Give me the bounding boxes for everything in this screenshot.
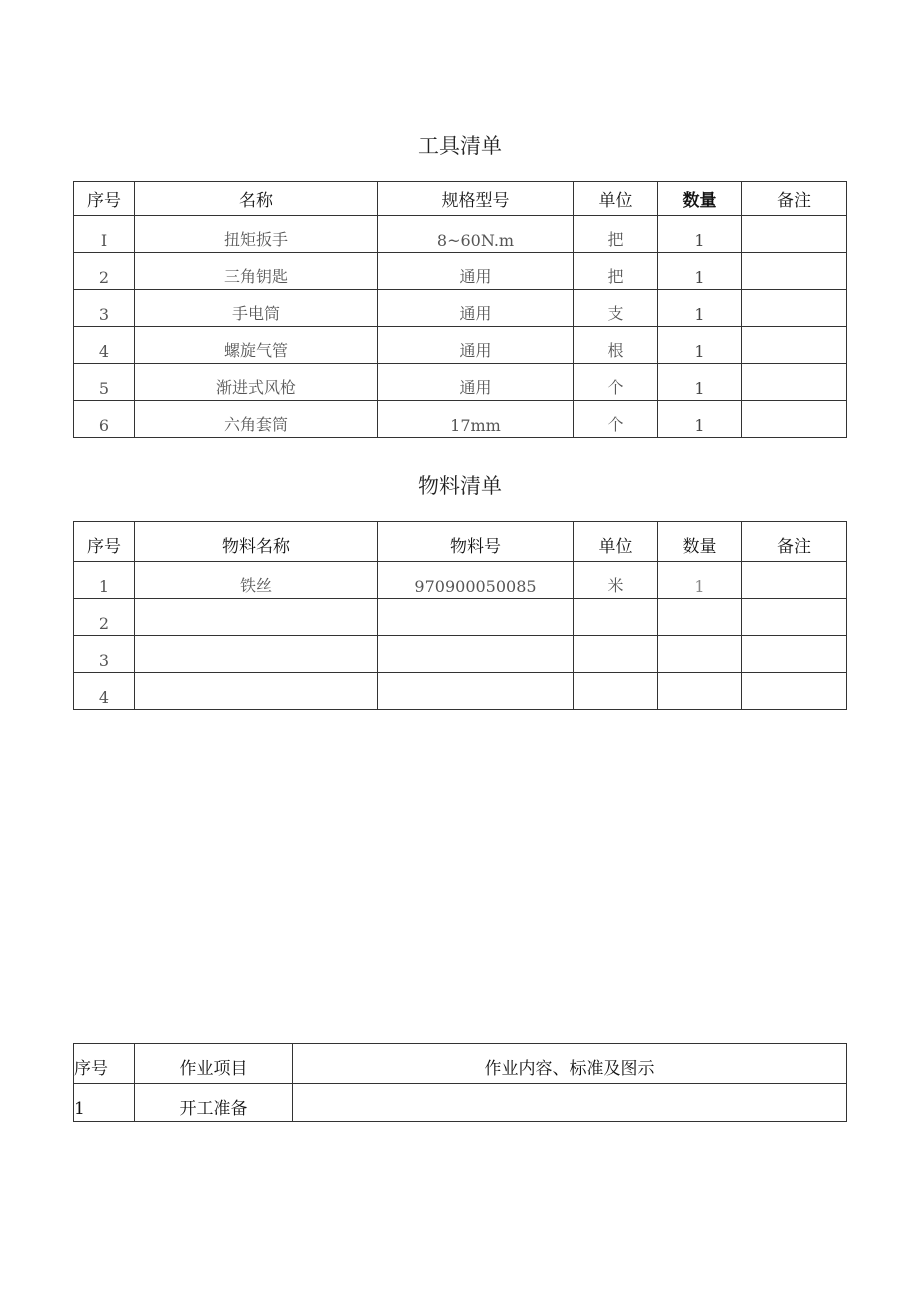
tool-spec: 17mm — [378, 401, 574, 438]
material-code — [378, 636, 574, 673]
tool-note — [742, 327, 847, 364]
tools-header-no: 序号 — [74, 182, 135, 216]
tool-qty: 1 — [658, 364, 742, 401]
table-row — [74, 364, 847, 401]
table-row — [74, 673, 847, 710]
material-name — [135, 599, 378, 636]
tool-unit: 把 — [574, 253, 658, 290]
material-unit — [574, 636, 658, 673]
work-header-item: 作业项目 — [135, 1044, 293, 1084]
tool-name: 三角钥匙 — [135, 253, 378, 290]
material-name — [135, 636, 378, 673]
work-header-row — [74, 1044, 847, 1084]
tool-note — [742, 253, 847, 290]
materials-header-unit: 单位 — [574, 522, 658, 562]
tools-header-note: 备注 — [742, 182, 847, 216]
tools-header-name: 名称 — [135, 182, 378, 216]
materials-header-note: 备注 — [742, 522, 847, 562]
material-unit — [574, 673, 658, 710]
material-name: 铁丝 — [135, 562, 378, 599]
material-no: 4 — [74, 673, 135, 710]
material-note — [742, 673, 847, 710]
material-no: 1 — [74, 562, 135, 599]
tool-note — [742, 216, 847, 253]
tool-name: 扭矩扳手 — [135, 216, 378, 253]
tools-title: 工具清单 — [418, 134, 502, 158]
tool-qty: 1 — [658, 216, 742, 253]
work-header-no: 序号 — [74, 1044, 135, 1084]
table-row — [74, 401, 847, 438]
material-qty — [658, 636, 742, 673]
tool-note — [742, 290, 847, 327]
material-no: 2 — [74, 599, 135, 636]
tools-header-spec: 规格型号 — [378, 182, 574, 216]
tool-spec: 8~60N.m — [378, 216, 574, 253]
materials-title: 物料清单 — [418, 474, 502, 498]
material-qty — [658, 673, 742, 710]
material-note — [742, 599, 847, 636]
work-header-content: 作业内容、标准及图示 — [293, 1044, 847, 1084]
material-no: 3 — [74, 636, 135, 673]
table-row — [74, 1084, 847, 1122]
tools-header-qty: 数量 — [658, 182, 742, 216]
tool-no: 4 — [74, 327, 135, 364]
tools-header-unit: 单位 — [574, 182, 658, 216]
tool-no: 2 — [74, 253, 135, 290]
tool-qty: 1 — [658, 327, 742, 364]
material-qty: 1 — [658, 562, 742, 599]
work-no: 1 — [74, 1084, 135, 1122]
material-unit: 米 — [574, 562, 658, 599]
work-content — [293, 1084, 847, 1122]
table-row — [74, 599, 847, 636]
tool-unit: 把 — [574, 216, 658, 253]
tool-name: 六角套筒 — [135, 401, 378, 438]
materials-header-no: 序号 — [74, 522, 135, 562]
material-code — [378, 599, 574, 636]
tool-unit: 个 — [574, 364, 658, 401]
tool-spec: 通用 — [378, 253, 574, 290]
tool-no: 3 — [74, 290, 135, 327]
tool-qty: 1 — [658, 401, 742, 438]
table-row — [74, 636, 847, 673]
tool-spec: 通用 — [378, 290, 574, 327]
table-row — [74, 290, 847, 327]
tool-spec: 通用 — [378, 364, 574, 401]
tool-qty: 1 — [658, 290, 742, 327]
tool-no: 6 — [74, 401, 135, 438]
table-row — [74, 253, 847, 290]
materials-header-name: 物料名称 — [135, 522, 378, 562]
materials-header-qty: 数量 — [658, 522, 742, 562]
table-row — [74, 327, 847, 364]
material-code — [378, 673, 574, 710]
material-name — [135, 673, 378, 710]
tool-spec: 通用 — [378, 327, 574, 364]
tool-name: 手电筒 — [135, 290, 378, 327]
table-row — [74, 562, 847, 599]
materials-header-row — [74, 522, 847, 562]
material-code: 970900050085 — [378, 562, 574, 599]
tools-table — [73, 181, 847, 438]
material-unit — [574, 599, 658, 636]
tool-qty: 1 — [658, 253, 742, 290]
tool-unit: 个 — [574, 401, 658, 438]
tool-no: 5 — [74, 364, 135, 401]
material-note — [742, 562, 847, 599]
tool-name: 螺旋气管 — [135, 327, 378, 364]
tools-header-row — [74, 182, 847, 216]
tool-unit: 支 — [574, 290, 658, 327]
materials-header-code: 物料号 — [378, 522, 574, 562]
tool-unit: 根 — [574, 327, 658, 364]
material-qty — [658, 599, 742, 636]
tool-note — [742, 364, 847, 401]
tool-note — [742, 401, 847, 438]
materials-table — [73, 521, 847, 710]
material-note — [742, 636, 847, 673]
work-table — [73, 1043, 847, 1122]
work-item: 开工准备 — [135, 1084, 293, 1122]
tool-name: 渐进式风枪 — [135, 364, 378, 401]
tool-no: I — [74, 216, 135, 253]
table-row — [74, 216, 847, 253]
